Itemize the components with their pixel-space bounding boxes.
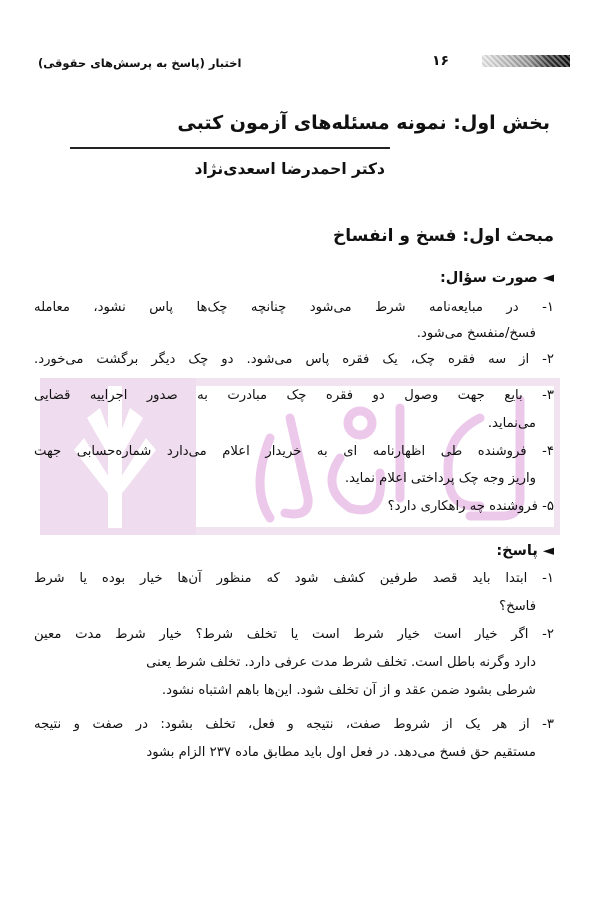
question-line: ۳- بایع جهت وصول دو فقره چک مبادرت به صدور اجراییه قضایی [34,388,554,403]
answer-line: شرطی بشود ضمن عقد و از آن تخلف شود. این‌ها باهم اشتباه نشود. [161,683,536,698]
question-line: ۲- از سه فقره چک، یک فقره پاس می‌شود. دو چک دیگر برگشت می‌خورد. [34,352,554,367]
answer-line: ۲- اگر خیار است خیار شرط است یا تخلف شرط؟ خیار شرط مدت معین [34,627,554,642]
answer-heading-label: پاسخ: [496,543,538,559]
question-line: ۵- فروشنده چه راهکاری دارد؟ [387,499,554,514]
question-line: ۱- در مبایعه‌نامه شرط می‌شود چنانچه چک‌ها پاس نشود، معامله [34,300,554,315]
answer-line: دارد وگرنه باطل است. تخلف شرط مدت عرفی دارد. تخلف شرط یعنی [146,655,536,670]
answer-line: ۱- ابتدا باید قصد طرفین کشف شود که منظور آن‌ها خیار بوده یا شرط [34,571,554,586]
section-title: بخش اول: نمونه مسئله‌های آزمون کتبی [177,112,550,134]
author-name: دکتر احمدرضا اسعدی‌نژاد [194,160,385,178]
answer-line: مستقیم حق فسخ می‌دهد. در فعل اول باید مطابق ماده ۲۳۷ الزام بشود [146,745,536,760]
triangle-left-icon: ◄ [542,543,554,559]
question-line: ۴- فروشنده طی اظهارنامه ای به خریدار اعلام می‌دارد شماره‌حسابی جهت [34,444,554,459]
question-heading [440,270,554,286]
answer-line: فاسخ؟ [499,599,536,614]
question-line: واریز وجه چک پرداختی اعلام نماید. [344,471,536,486]
triangle-left-icon: ◄ [542,270,554,286]
decorative-header-bar [482,55,570,67]
question-heading-label: صورت سؤال: [440,270,538,286]
question-line: فسخ/منفسخ می‌شود. [416,326,536,341]
question-line: می‌نماید. [487,416,536,431]
answer-line: ۳- از هر یک از شروط صفت، نتیجه و فعل، تخلف بشود: در صفت و نتیجه [34,717,554,732]
page-number: ۱۶ [432,53,450,69]
chapter-title: مبحث اول: فسخ و انفساخ [333,226,554,246]
divider [70,147,390,149]
running-title: اختبار (پاسخ به پرسش‌های حقوقی) [38,56,242,70]
answer-heading [496,543,554,559]
